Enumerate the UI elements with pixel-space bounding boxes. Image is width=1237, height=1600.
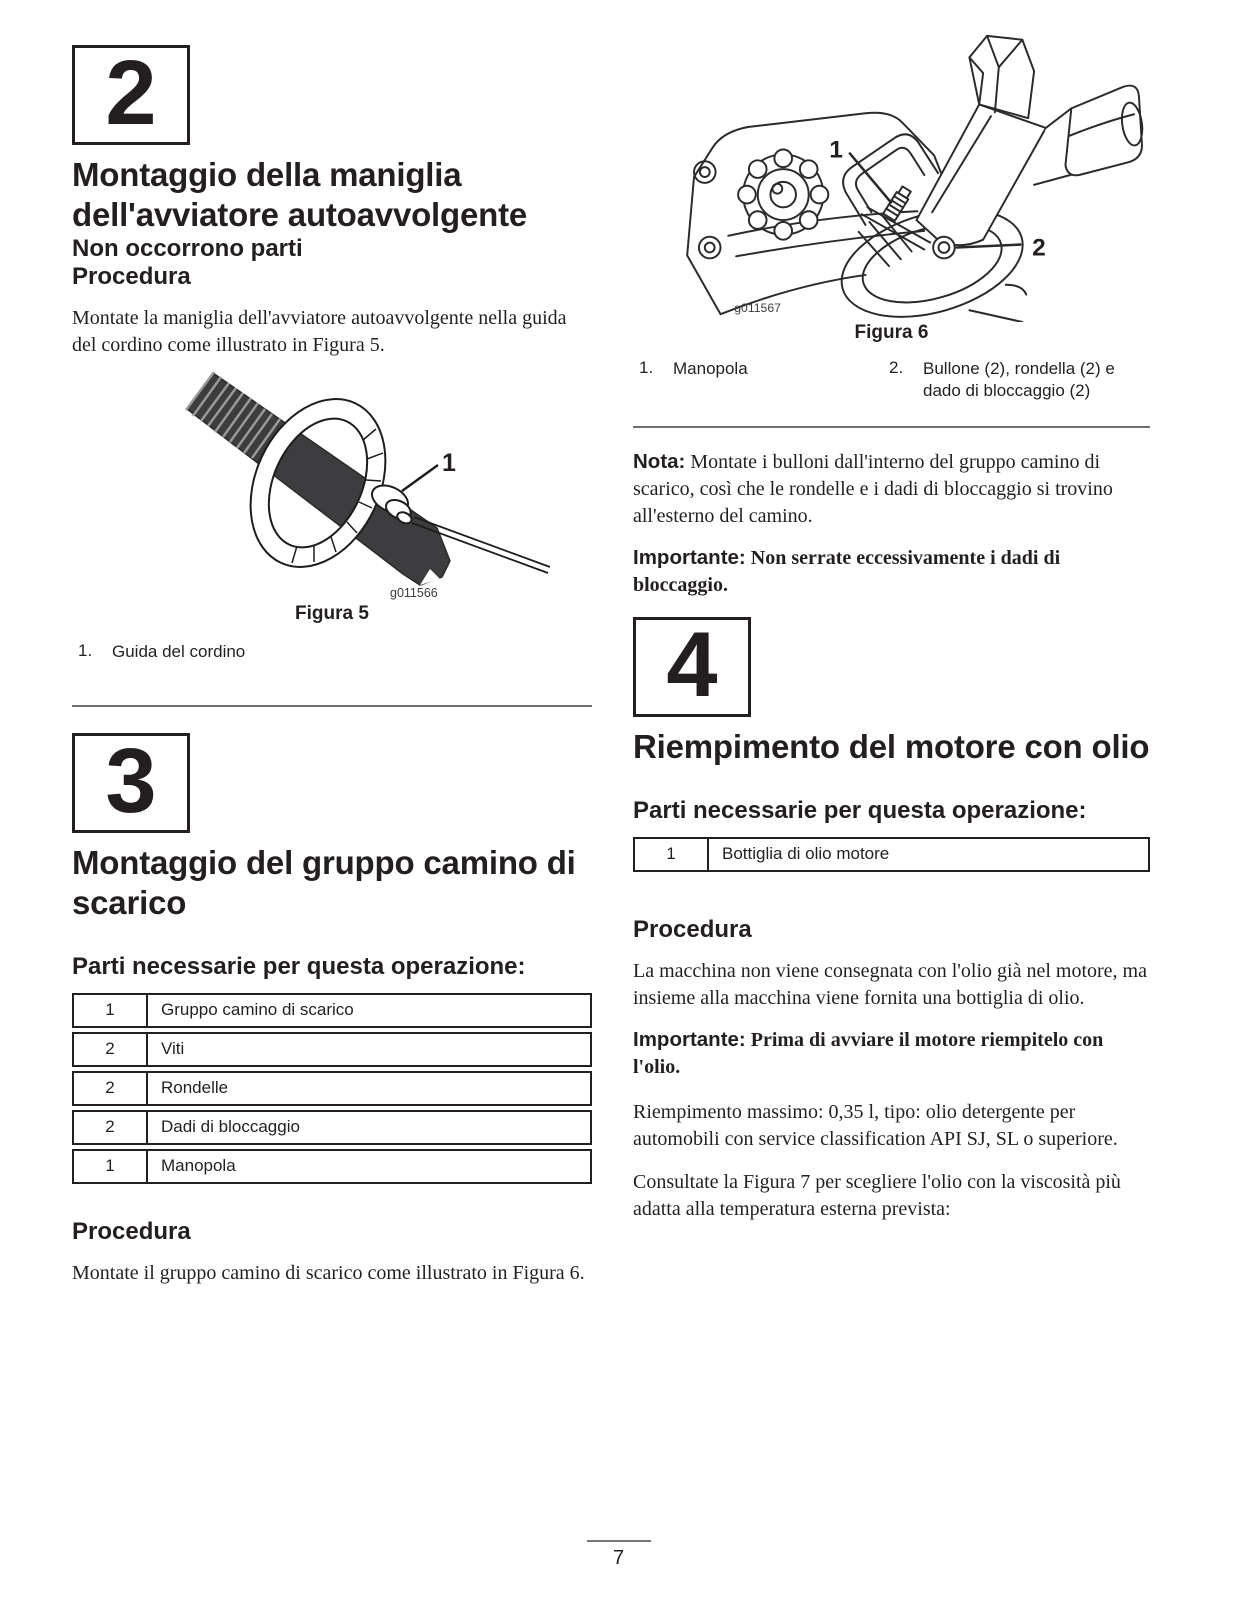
page-number: 7 — [612, 1547, 625, 1569]
section-divider — [633, 426, 1150, 428]
figure-6 — [633, 28, 1150, 344]
section-4-p3: Consultate la Figura 7 per scegliere l'olio con la viscosità più adatta alla temperatura esterna prevista: — [633, 1171, 1121, 1220]
figure-5-illustration — [90, 371, 560, 603]
section-divider — [72, 705, 592, 707]
section-2-title: Montaggio della maniglia dell'avviatore autoavvolgente — [72, 156, 528, 233]
figure-6-legend — [633, 358, 1150, 402]
chute-deflector — [1034, 86, 1145, 185]
step-2-number: 2 — [105, 42, 157, 144]
parts-table-row — [72, 1032, 592, 1067]
importante-label: Importante: — [633, 546, 746, 569]
figure-5 — [72, 371, 592, 625]
part-qty: 2 — [72, 1071, 148, 1106]
importante-text: Non serrate eccessivamente i dadi di bloccaggio. — [633, 547, 1061, 596]
part-desc: Bottiglia di olio motore — [709, 837, 1150, 872]
importante-2-text: Prima di avviare il motore riempitelo con l'olio. — [633, 1029, 1104, 1078]
figure-5-callout-1: 1 — [442, 449, 456, 477]
section-4-p1: La macchina non viene consegnata con l'olio già nel motore, ma insieme alla macchina viene fornita una bottiglia di olio. — [633, 960, 1147, 1009]
figure-6-caption: Figura 6 — [854, 322, 929, 343]
right-column — [633, 0, 1150, 1223]
figure-5-legend — [72, 641, 592, 663]
section-4-title: Riempimento del motore con olio — [633, 728, 1150, 765]
nota-label: Nota: — [633, 450, 686, 473]
step-3-number: 3 — [105, 730, 157, 832]
figure-6-gcode: g011567 — [734, 301, 781, 316]
part-desc: Viti — [148, 1032, 592, 1067]
step-2-box — [72, 42, 190, 145]
section-3-procedure-heading: Procedura — [72, 1218, 191, 1245]
legend-item-number: 2. — [889, 358, 904, 377]
part-qty: 2 — [72, 1110, 148, 1145]
nota-text: Montate i bulloni dall'interno del gruppo camino di scarico, così che le rondelle e i dadi di bloccaggio si trovino all'esterno del camino. — [633, 451, 1113, 527]
parts-table-row — [72, 1149, 592, 1184]
figure-6-callout-1: 1 — [829, 136, 843, 164]
fuel-cap — [738, 150, 828, 240]
step-4-box — [633, 614, 751, 717]
legend-item-number: 1. — [639, 358, 654, 377]
figure-5-gcode: g011566 — [390, 586, 438, 600]
legend-item-number: 1. — [78, 641, 93, 660]
figure-5-caption: Figura 5 — [295, 603, 369, 624]
chute-column — [916, 104, 1045, 245]
figure-6-illustration — [633, 28, 1150, 322]
part-desc: Gruppo camino di scarico — [148, 993, 592, 1028]
importante-paragraph — [633, 544, 1150, 599]
section-2-procedure-heading: Procedura — [72, 263, 191, 290]
legend-item — [633, 358, 883, 402]
engine-outline — [687, 113, 947, 314]
page-footer — [0, 1540, 1237, 1570]
section-3-procedure-text: Montate il gruppo camino di scarico come illustrato in Figura 6. — [72, 1262, 585, 1284]
parts-table-row — [633, 837, 1150, 872]
footer-divider — [587, 1540, 651, 1542]
section-3-parts-table — [72, 989, 592, 1188]
importante-2-label: Importante: — [633, 1028, 746, 1051]
figure-6-callout-line-1 — [850, 153, 891, 202]
part-desc: Manopola — [148, 1149, 592, 1184]
figure-6-callout-2: 2 — [1032, 234, 1046, 262]
part-desc: Rondelle — [148, 1071, 592, 1106]
section-2-procedure-text: Montate la maniglia dell'avviatore autoavvolgente nella guida del cordino come illustrato in Figura 5. — [72, 307, 567, 356]
section-4-parts-heading: Parti necessarie per questa operazione: — [633, 797, 1087, 824]
parts-table-row — [72, 1110, 592, 1145]
parts-table-row — [72, 1071, 592, 1106]
section-3-parts-heading: Parti necessarie per questa operazione: — [72, 953, 526, 980]
legend-item — [883, 358, 1150, 402]
part-qty: 1 — [72, 1149, 148, 1184]
legend-item-label: Bullone (2), rondella (2) e dado di bloccaggio (2) — [923, 359, 1115, 400]
part-qty: 1 — [72, 993, 148, 1028]
step-4-number: 4 — [666, 614, 718, 716]
section-4-p2: Riempimento massimo: 0,35 l, tipo: olio detergente per automobili con service classification API SJ, SL o superiore. — [633, 1101, 1118, 1150]
part-qty: 2 — [72, 1032, 148, 1067]
section-3-title: Montaggio del gruppo camino di scarico — [72, 844, 576, 921]
part-desc: Dadi di bloccaggio — [148, 1110, 592, 1145]
parts-table-row — [72, 993, 592, 1028]
figure-5-callout-line — [402, 465, 438, 491]
section-4-procedure-heading: Procedura — [633, 916, 752, 943]
step-3-box — [72, 730, 190, 833]
carriage-bolt — [883, 185, 912, 221]
section-4-parts-table — [633, 833, 1150, 876]
legend-item — [72, 641, 592, 663]
part-qty: 1 — [633, 837, 709, 872]
importante-2-paragraph — [633, 1026, 1150, 1081]
left-column — [72, 0, 592, 1287]
nota-paragraph — [633, 448, 1150, 530]
section-2-no-parts-heading: Non occorrono parti — [72, 235, 303, 262]
legend-item-label: Guida del cordino — [112, 642, 246, 661]
washer-nut — [933, 237, 955, 259]
legend-item-label: Manopola — [673, 359, 748, 378]
